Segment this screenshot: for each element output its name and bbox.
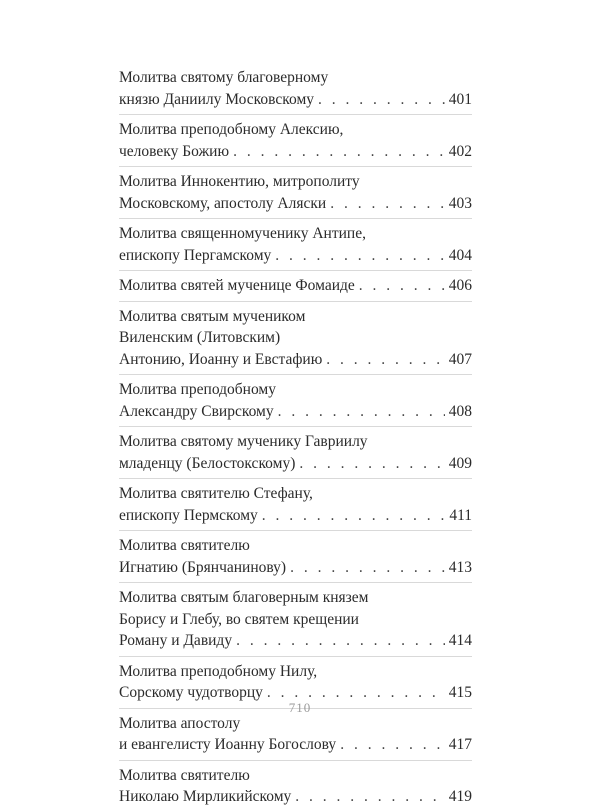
- toc-entry-title-end: Николаю Мирликийскому: [119, 788, 292, 805]
- toc-entry-title-end: епископу Пермскому: [119, 506, 258, 524]
- toc-entry-title-end: Александру Свирскому: [119, 402, 274, 420]
- dot-leader: [359, 275, 445, 297]
- toc-entry: [119, 374, 472, 422]
- dot-leader: [278, 401, 445, 423]
- toc-entry-title-end: Сорскому чудотворцу: [119, 684, 263, 701]
- toc-entry: [119, 760, 472, 808]
- toc-page-number: 409: [448, 454, 472, 472]
- toc-page-number: 407: [448, 350, 472, 368]
- table-of-contents: [119, 67, 472, 808]
- toc-entry-line: Молитва святителю: [119, 766, 250, 784]
- dot-leader: [290, 557, 445, 579]
- dot-leader: [326, 349, 444, 371]
- toc-page-number: 415: [448, 684, 472, 701]
- toc-entry: [119, 114, 472, 162]
- toc-entry-title-end: князю Даниилу Московскому: [119, 90, 314, 108]
- toc-entry: [119, 301, 472, 371]
- toc-entry-title-end: епископу Пергамскому: [119, 246, 272, 264]
- toc-page-number: 411: [449, 506, 472, 524]
- toc-entry-last-line: [119, 245, 472, 267]
- dot-leader: [262, 505, 446, 527]
- toc-page-number: 414: [448, 632, 472, 649]
- toc-entry: [119, 426, 472, 474]
- toc-entry-last-line: [119, 275, 472, 297]
- page-number: 710: [288, 700, 312, 715]
- toc-entry-title-end: Игнатию (Брянчанинову): [119, 558, 287, 576]
- toc-entry: [119, 270, 472, 297]
- toc-entry-line: Молитва священномученику Антипе,: [119, 225, 366, 242]
- toc-page-number: 402: [448, 142, 472, 160]
- toc-entry: [119, 166, 472, 214]
- toc-entry: [119, 478, 472, 526]
- toc-entry-line: Молитва преподобному Нилу,: [119, 662, 318, 680]
- toc-entry-last-line: [119, 505, 472, 527]
- dot-leader: [340, 734, 445, 756]
- toc-entry-last-line: [119, 453, 472, 475]
- toc-page-number: 419: [448, 788, 472, 805]
- toc-page-number: 417: [448, 736, 472, 753]
- toc-entry: [119, 67, 472, 110]
- toc-entry-line: Молитва преподобному Алексию,: [119, 121, 344, 138]
- toc-entry-title-end: Антонию, Иоанну и Евстафию: [119, 350, 323, 368]
- toc-entry-title-end: человеку Божию: [119, 142, 230, 160]
- toc-entry-last-line: [119, 557, 472, 579]
- toc-entry-last-line: [119, 141, 472, 163]
- dot-leader: [233, 141, 445, 163]
- toc-page-number: 401: [448, 90, 472, 108]
- toc-page-number: 406: [448, 277, 472, 294]
- toc-entry-line: Молитва святому мученику Гавриилу: [119, 433, 368, 450]
- toc-page-number: 403: [448, 194, 472, 212]
- toc-entry-line: Молитва преподобному: [119, 381, 276, 398]
- dot-leader: [318, 89, 445, 111]
- toc-entry-last-line: [119, 734, 472, 756]
- toc-page-number: 408: [448, 402, 472, 420]
- toc-entry-last-line: [119, 89, 472, 111]
- toc-entry-line: Молитва святым благоверным князем: [119, 589, 369, 606]
- toc-entry-title-end: Московскому, апостолу Аляски: [119, 194, 327, 212]
- dot-leader: [275, 245, 444, 267]
- dot-leader: [330, 193, 445, 215]
- toc-entry-title-end: Роману и Давиду: [119, 632, 233, 649]
- dot-leader: [295, 786, 444, 808]
- toc-entry-last-line: [119, 630, 472, 652]
- toc-page-number: 404: [448, 246, 472, 264]
- toc-entry-line: Молитва святителю Стефану,: [119, 485, 313, 502]
- toc-entry-last-line: [119, 401, 472, 423]
- toc-entry-line: Молитва апостолу: [119, 714, 241, 732]
- toc-entry-last-line: [119, 193, 472, 215]
- dot-leader: [299, 453, 444, 475]
- toc-entry: [119, 218, 472, 266]
- toc-entry-last-line: [119, 349, 472, 371]
- toc-page-number: 413: [448, 558, 472, 576]
- toc-entry-title-end: младенцу (Белостокскому): [119, 454, 296, 472]
- toc-entry-line: Виленским (Литовским): [119, 329, 281, 346]
- toc-entry-line: Борису и Глебу, во святем крещении: [119, 610, 359, 628]
- toc-entry-line: Молитва святому благоверному: [119, 69, 329, 86]
- toc-entry: [119, 530, 472, 578]
- toc-entry-title-end: Молитва святей мученице Фомаиде: [119, 277, 355, 294]
- toc-entry-last-line: [119, 786, 472, 808]
- toc-entry-line: Молитва святителю: [119, 537, 250, 554]
- toc-entry: [119, 582, 472, 652]
- toc-entry-line: Молитва святым мучеником: [119, 307, 306, 325]
- toc-entry-line: Молитва Иннокентию, митрополиту: [119, 173, 360, 190]
- dot-leader: [236, 630, 445, 652]
- toc-entry-title-end: и евангелисту Иоанну Богослову: [119, 736, 337, 753]
- toc-entry: [119, 656, 472, 704]
